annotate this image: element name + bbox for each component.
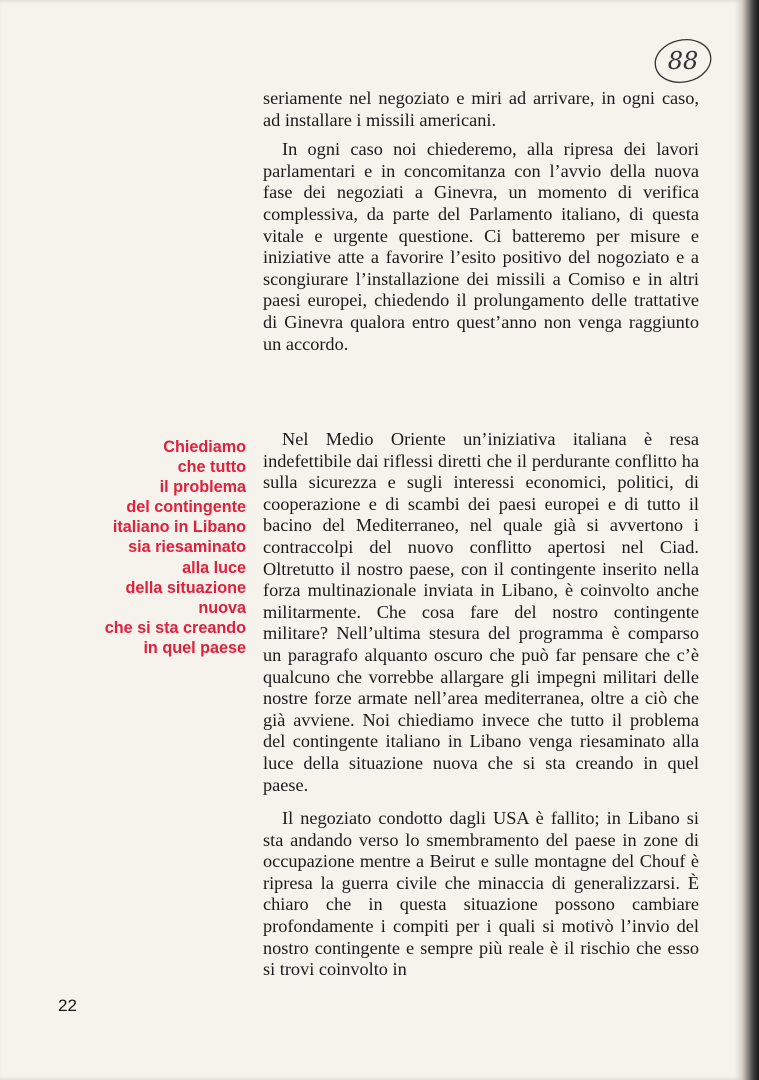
sidebar-pull-quote: [40, 437, 246, 658]
page-number: 22: [58, 996, 77, 1015]
pull-quote-line: della situazione: [125, 578, 246, 597]
pull-quote-line: del contingente: [126, 498, 246, 517]
paragraph-continuation: seriamente nel negoziato e miri ad arrivare, in ogni caso, ad installare i missili americani.: [263, 88, 699, 130]
pull-quote-line: che tutto: [177, 458, 246, 477]
handwritten-page-mark: [652, 36, 714, 86]
paragraph-medio-oriente: Nel Medio Oriente un’iniziativa italiana è resa indefettibile dai riflessi diretti che il perdurante conflitto ha sulla sicurezza e sugli interessi economici, politici, di cooperazione e di scambi dei paesi europei e di tutto il bacino del Mediterraneo, nel quale già si avvertono i contraccolpi del nuovo conflitto apertosi nel Ciad. Oltretutto il nostro paese, con il contingente inserito nella forza multinazionale inviata in Libano, è coinvolto anche militarmente. Che cosa fare del nostro contingente militare? Nell’ultima stesura del programma è comparso un paragrafo alquanto oscuro che può far pensare che c’è qualcuno che vorrebbe allargare gli impegni militari delle nostre forze armate nell’area mediterranea, oltre a ciò che già avviene. Noi chiediamo invece che tutto il problema del contingente italiano in Libano venga riesaminato alla luce della situazione nuova che si sta creando in quel paese.: [263, 429, 699, 795]
pull-quote-line: sia riesaminato: [128, 538, 246, 557]
pull-quote-line: italiano in Libano: [112, 518, 246, 537]
pull-quote-line: nuova: [198, 598, 246, 617]
text-block-top: [263, 88, 699, 355]
text-block-middle-east: [263, 429, 699, 981]
pull-quote-line: il problema: [159, 478, 246, 497]
paragraph-negoziato-usa: Il negoziato condotto dagli USA è fallito; in Libano si sta andando verso lo smembramento del paese in zone di occupazione mentre a Beirut e sulle montagne del Chouf è ripresa la guerra civile che minaccia di generalizzarsi. È chiaro che in questa situazione possono cambiare profondamente i compiti per i quali si motivò l’invio del nostro contingente e sempre più reale è il rischio che esso si trovi coinvolto in: [263, 808, 699, 980]
handwritten-mark-text: 88: [667, 47, 699, 75]
paragraph-geneva: In ogni caso noi chiederemo, alla ripresa dei lavori parlamentari e in concomitanza con l’avvio della nuova fase dei negoziati a Ginevra, un momento di verifica complessiva, da parte del Parlamento italiano, di questa vitale e urgente questione. Ci batteremo per misure e iniziative atte a favorire l’esito positivo del nogoziato e a scongiurare l’installazione dei missili a Comiso e in altri paesi europei, chiedendo il prolungamento delle trattative di Ginevra qualora entro quest’anno non venga raggiunto un accordo.: [263, 139, 699, 354]
pull-quote-line: alla luce: [182, 558, 246, 577]
pull-quote-line: in quel paese: [143, 638, 246, 657]
pull-quote-line: che si sta creando: [104, 618, 246, 637]
pull-quote-line: Chiediamo: [163, 438, 246, 456]
page-edge-shadow: [742, 0, 759, 1080]
